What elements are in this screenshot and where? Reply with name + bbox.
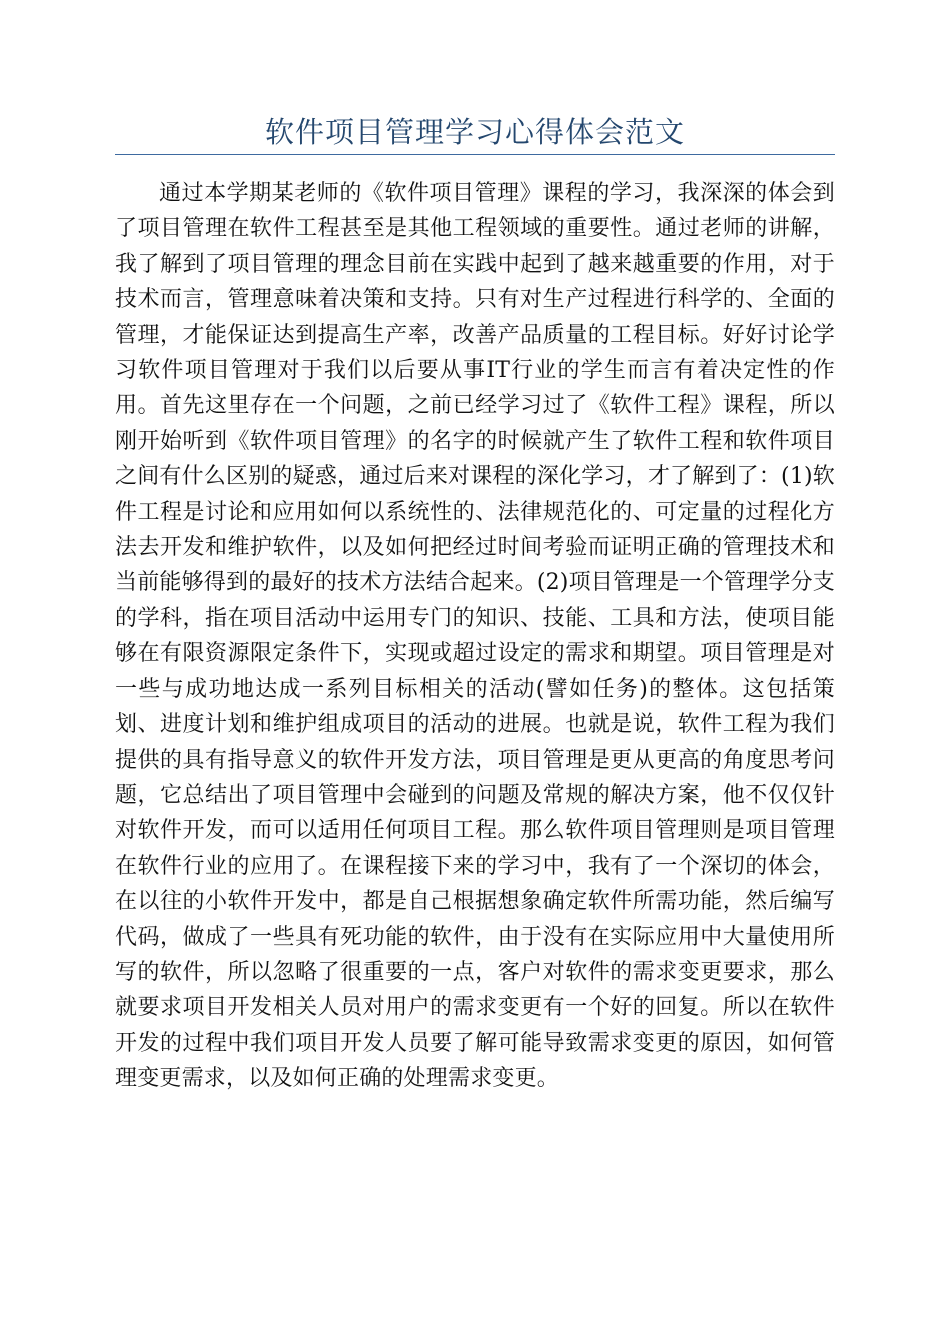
- document-title: 软件项目管理学习心得体会范文: [264, 115, 685, 149]
- body-paragraph: 通过本学期某老师的《软件项目管理》课程的学习，我深深的体会到了项目管理在软件工程甚至是其他工程领域的重要性。通过老师的讲解，我了解到了项目管理的理念目前在实践中起到了越来越重要的作用，对于技术而言，管理意味着决策和支持。只有对生产过程进行科学的、全面的管理，才能保证达到提高生产率，改善产品质量的工程目标。好好讨论学习软件项目管理对于我们以后要从事IT行业的学生而言有着决定性的作用。首先这里存在一个问题，之前已经学习过了《软件工程》课程，所以刚开始听到《软件项目管理》的名字的时候就产生了软件工程和软件项目之间有什么区别的疑惑，通过后来对课程的深化学习，才了解到了：(1)软件工程是讨论和应用如何以系统性的、法律规范化的、可定量的过程化方法去开发和维护软件，以及如何把经过时间考验而证明正确的管理技术和当前能够得到的最好的技术方法结合起来。(2)项目管理是一个管理学分支的学科，指在项目活动中运用专门的知识、技能、工具和方法，使项目能够在有限资源限定条件下，实现或超过设定的需求和期望。项目管理是对一些与成功地达成一系列目标相关的活动(譬如任务)的整体。这包括策划、进度计划和维护组成项目的活动的进展。也就是说，软件工程为我们提供的具有指导意义的软件开发方法，项目管理是更从更高的角度思考问题，它总结出了项目管理中会碰到的问题及常规的解决方案，他不仅仅针对软件开发，而可以适用任何项目工程。那么软件项目管理则是项目管理在软件行业的应用了。在课程接下来的学习中，我有了一个深切的体会，在以往的小软件开发中，都是自己根据想象确定软件所需功能，然后编写代码，做成了一些具有死功能的软件，由于没有在实际应用中大量使用所写的软件，所以忽略了很重要的一点，客户对软件的需求变更要求，那么就要求项目开发相关人员对用户的需求变更有一个好的回复。所以在软件开发的过程中我们项目开发人员要了解可能导致需求变更的原因，如何管理变更需求，以及如何正确的处理需求变更。: [115, 181, 835, 1092]
- title-underline: [115, 154, 835, 155]
